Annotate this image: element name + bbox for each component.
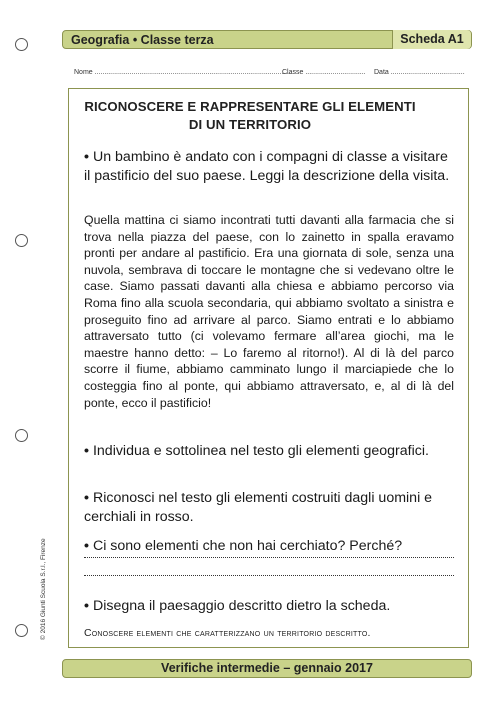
task-underline-geographic [84, 442, 454, 461]
bullet-icon: • [84, 598, 89, 614]
task-text: Individua e sottolinea nel testo gli elementi geografici. [92, 443, 429, 459]
bullet-icon: • [84, 538, 89, 554]
task-text: Ci sono elementi che non hai cerchiato? Perché? [92, 538, 403, 554]
bullet-icon: • [84, 443, 89, 459]
binder-hole-middle [15, 234, 28, 247]
binder-hole-top [15, 38, 28, 51]
task-read-description [84, 148, 454, 185]
name-field[interactable]: Nome ...................................................................................................... [74, 69, 293, 76]
student-fields-row [62, 69, 472, 81]
header-bar [62, 30, 472, 49]
reading-passage: Quella mattina ci siamo incontrati tutti davanti alla farmacia che si trova nella piazza del paese, con lo zainetto in spalla eravamo pronti per andare al pastificio. Era una giornata di sole, senza una nuvola, sembrava di toccare le montagne che si vedevano oltre le case. Siamo passati davanti alla chiesa e abbiamo percorso via Roma fino alla scuola secondaria, qui abbiamo svoltato a sinistra e proseguito fino ad arrivare al parco. Siamo entrati e lo abbiamo attraversato tutto (ci volevamo fermare all’area giochi, ma le maestre hanno detto: – Lo faremo al ritorno!). Al di là del parco scorre il fiume, abbiamo camminato lungo il marciapiede che lo costeggia fino al ponte, qui abbiamo attraversato, e, al di là del ponte, ecco il pastificio! [84, 213, 454, 410]
copyright-notice: © 2016 Giunti Scuola S.r.l., Firenze [40, 538, 47, 640]
task-text: Disegna il paesaggio descritto dietro la scheda. [92, 598, 391, 614]
answer-line-2[interactable] [84, 574, 454, 576]
binder-hole-lower [15, 429, 28, 442]
footer-bar [62, 659, 472, 678]
footer-label: Verifiche intermedie – gennaio 2017 [161, 661, 373, 675]
worksheet-title-line2: DI UN TERRITORIO [188, 117, 312, 132]
task-text: Riconosci nel testo gli elementi costruiti dagli uomini e cerchiali in rosso. [84, 490, 433, 525]
bullet-icon: • [84, 149, 89, 165]
task-circle-man-made [84, 489, 454, 526]
class-field[interactable]: Classe ............................... [282, 69, 366, 76]
bullet-icon: • [84, 490, 89, 506]
worksheet-title-line1: RICONOSCERE E RAPPRESENTARE GLI ELEMENTI [84, 99, 416, 114]
task-text: Un bambino è andato con i compagni di classe a visitare il pastificio del suo paese. Leggi la descrizione della visita. [84, 149, 450, 184]
answer-line-1[interactable] [84, 556, 454, 558]
subject-label: Geografia • Classe terza [71, 33, 214, 47]
task-draw-landscape [84, 597, 454, 616]
learning-objective: Conoscere elementi che caratterizzano un territorio descritto. [84, 627, 371, 639]
date-field[interactable]: Data ...................................... [374, 69, 465, 76]
task-uncircled-question [84, 537, 454, 556]
sheet-label: Scheda A1 [392, 30, 471, 49]
binder-hole-bottom [15, 624, 28, 637]
